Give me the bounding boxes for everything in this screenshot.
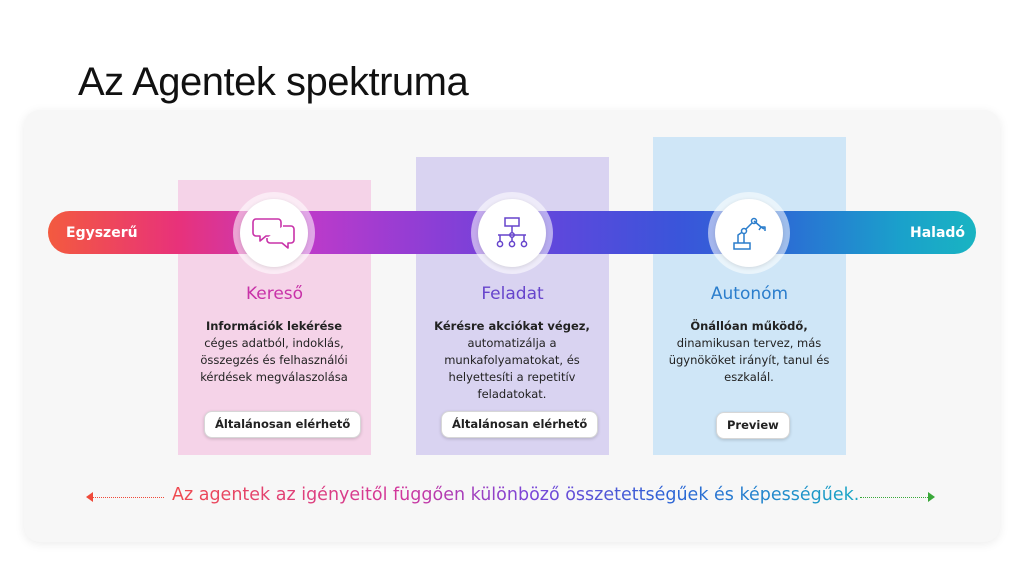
description-text: céges adatból, indoklás, összegzés és felhasználói kérdések megválaszolása: [200, 336, 348, 384]
description-bold: Kérésre akciókat végez,: [434, 319, 590, 333]
description-bold: Információk lekérése: [205, 319, 343, 333]
spectrum-caption: Az agentek az igényeitől függően különböző összetettségűek és képességűek.: [172, 485, 860, 505]
column-title-autonom: Autonóm: [710, 284, 789, 304]
column-title-feladat: Feladat: [481, 284, 544, 304]
chat-bubbles-icon: [240, 199, 308, 267]
column-description-autonom: [659, 318, 839, 386]
robot-arm-icon: [715, 199, 783, 267]
description-text: automatizálja a munkafolyamatokat, és helyettesíti a repetitív feladatokat.: [444, 336, 580, 401]
column-description-feladat: [422, 318, 602, 403]
description-text: dinamikusan tervez, más ügynököket irányít, tanul és eszkalál.: [668, 336, 830, 384]
slide-title: Az Agentek spektruma: [78, 60, 469, 104]
autonom-icon-ring: [708, 192, 790, 274]
spectrum-right-label: Haladó: [910, 225, 966, 241]
left-dotted-line: [92, 497, 164, 498]
column-title-kereso: Kereső: [245, 284, 304, 304]
spectrum-left-label: Egyszerű: [66, 225, 138, 241]
description-bold: Önállóan működő,: [690, 319, 808, 333]
right-dotted-line: [860, 497, 928, 498]
flowchart-icon: [478, 199, 546, 267]
availability-badge-kereso: Általánosan elérhető: [204, 411, 361, 438]
kereso-icon-ring: [233, 192, 315, 274]
availability-badge-feladat: Általánosan elérhető: [441, 411, 598, 438]
column-description-kereso: [184, 318, 364, 386]
availability-badge-autonom: Preview: [716, 412, 790, 439]
right-arrow-icon: [928, 492, 935, 502]
feladat-icon-ring: [471, 192, 553, 274]
